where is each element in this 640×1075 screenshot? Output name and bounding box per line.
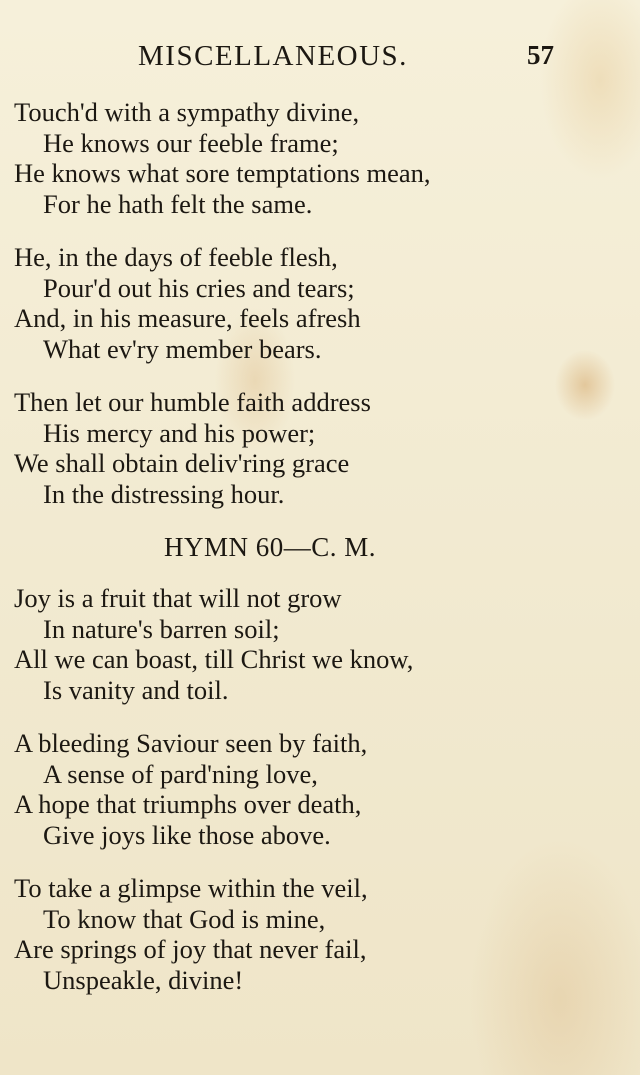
- verse-line: He knows what sore temptations mean,: [14, 158, 431, 188]
- page-header: [0, 40, 640, 76]
- verse-line: A hope that triumphs over death,: [14, 789, 362, 819]
- verse-line: We shall obtain deliv'ring grace: [14, 448, 350, 478]
- verse-line: Give joys like those above.: [43, 819, 331, 850]
- verse-line: A bleeding Saviour seen by faith,: [14, 728, 368, 758]
- stanza: [0, 387, 640, 509]
- stanza: [0, 242, 640, 364]
- hymn-title: HYMN 60—C. M.: [164, 532, 377, 562]
- running-title: MISCELLANEOUS.: [138, 40, 408, 72]
- verse-line: For he hath felt the same.: [43, 188, 313, 219]
- verse-line: In nature's barren soil;: [43, 613, 280, 644]
- verse-line: And, in his measure, feels afresh: [14, 303, 361, 333]
- verse-line: His mercy and his power;: [43, 417, 316, 448]
- verse-line: What ev'ry member bears.: [43, 333, 322, 364]
- verse-line: Is vanity and toil.: [43, 674, 229, 705]
- hymn-text: [0, 97, 640, 1018]
- verse-line: Joy is a fruit that will not grow: [14, 583, 342, 613]
- verse-line: Touch'd with a sympathy divine,: [14, 97, 360, 127]
- verse-line: Are springs of joy that never fail,: [14, 934, 367, 964]
- stanza: [0, 97, 640, 219]
- stanza: [0, 583, 640, 705]
- verse-line: To take a glimpse within the veil,: [14, 873, 368, 903]
- verse-line: A sense of pard'ning love,: [43, 758, 318, 789]
- verse-line: All we can boast, till Christ we know,: [14, 644, 414, 674]
- stanza: [0, 873, 640, 995]
- stanza: [0, 728, 640, 850]
- verse-line: Then let our humble faith address: [14, 387, 371, 417]
- verse-line: He, in the days of feeble flesh,: [14, 242, 338, 272]
- verse-line: Unspeakle, divine!: [43, 964, 244, 995]
- verse-line: In the distressing hour.: [43, 478, 285, 509]
- verse-line: He knows our feeble frame;: [43, 127, 339, 158]
- verse-line: To know that God is mine,: [43, 903, 326, 934]
- page-number: 57: [527, 40, 554, 70]
- verse-line: Pour'd out his cries and tears;: [43, 272, 355, 303]
